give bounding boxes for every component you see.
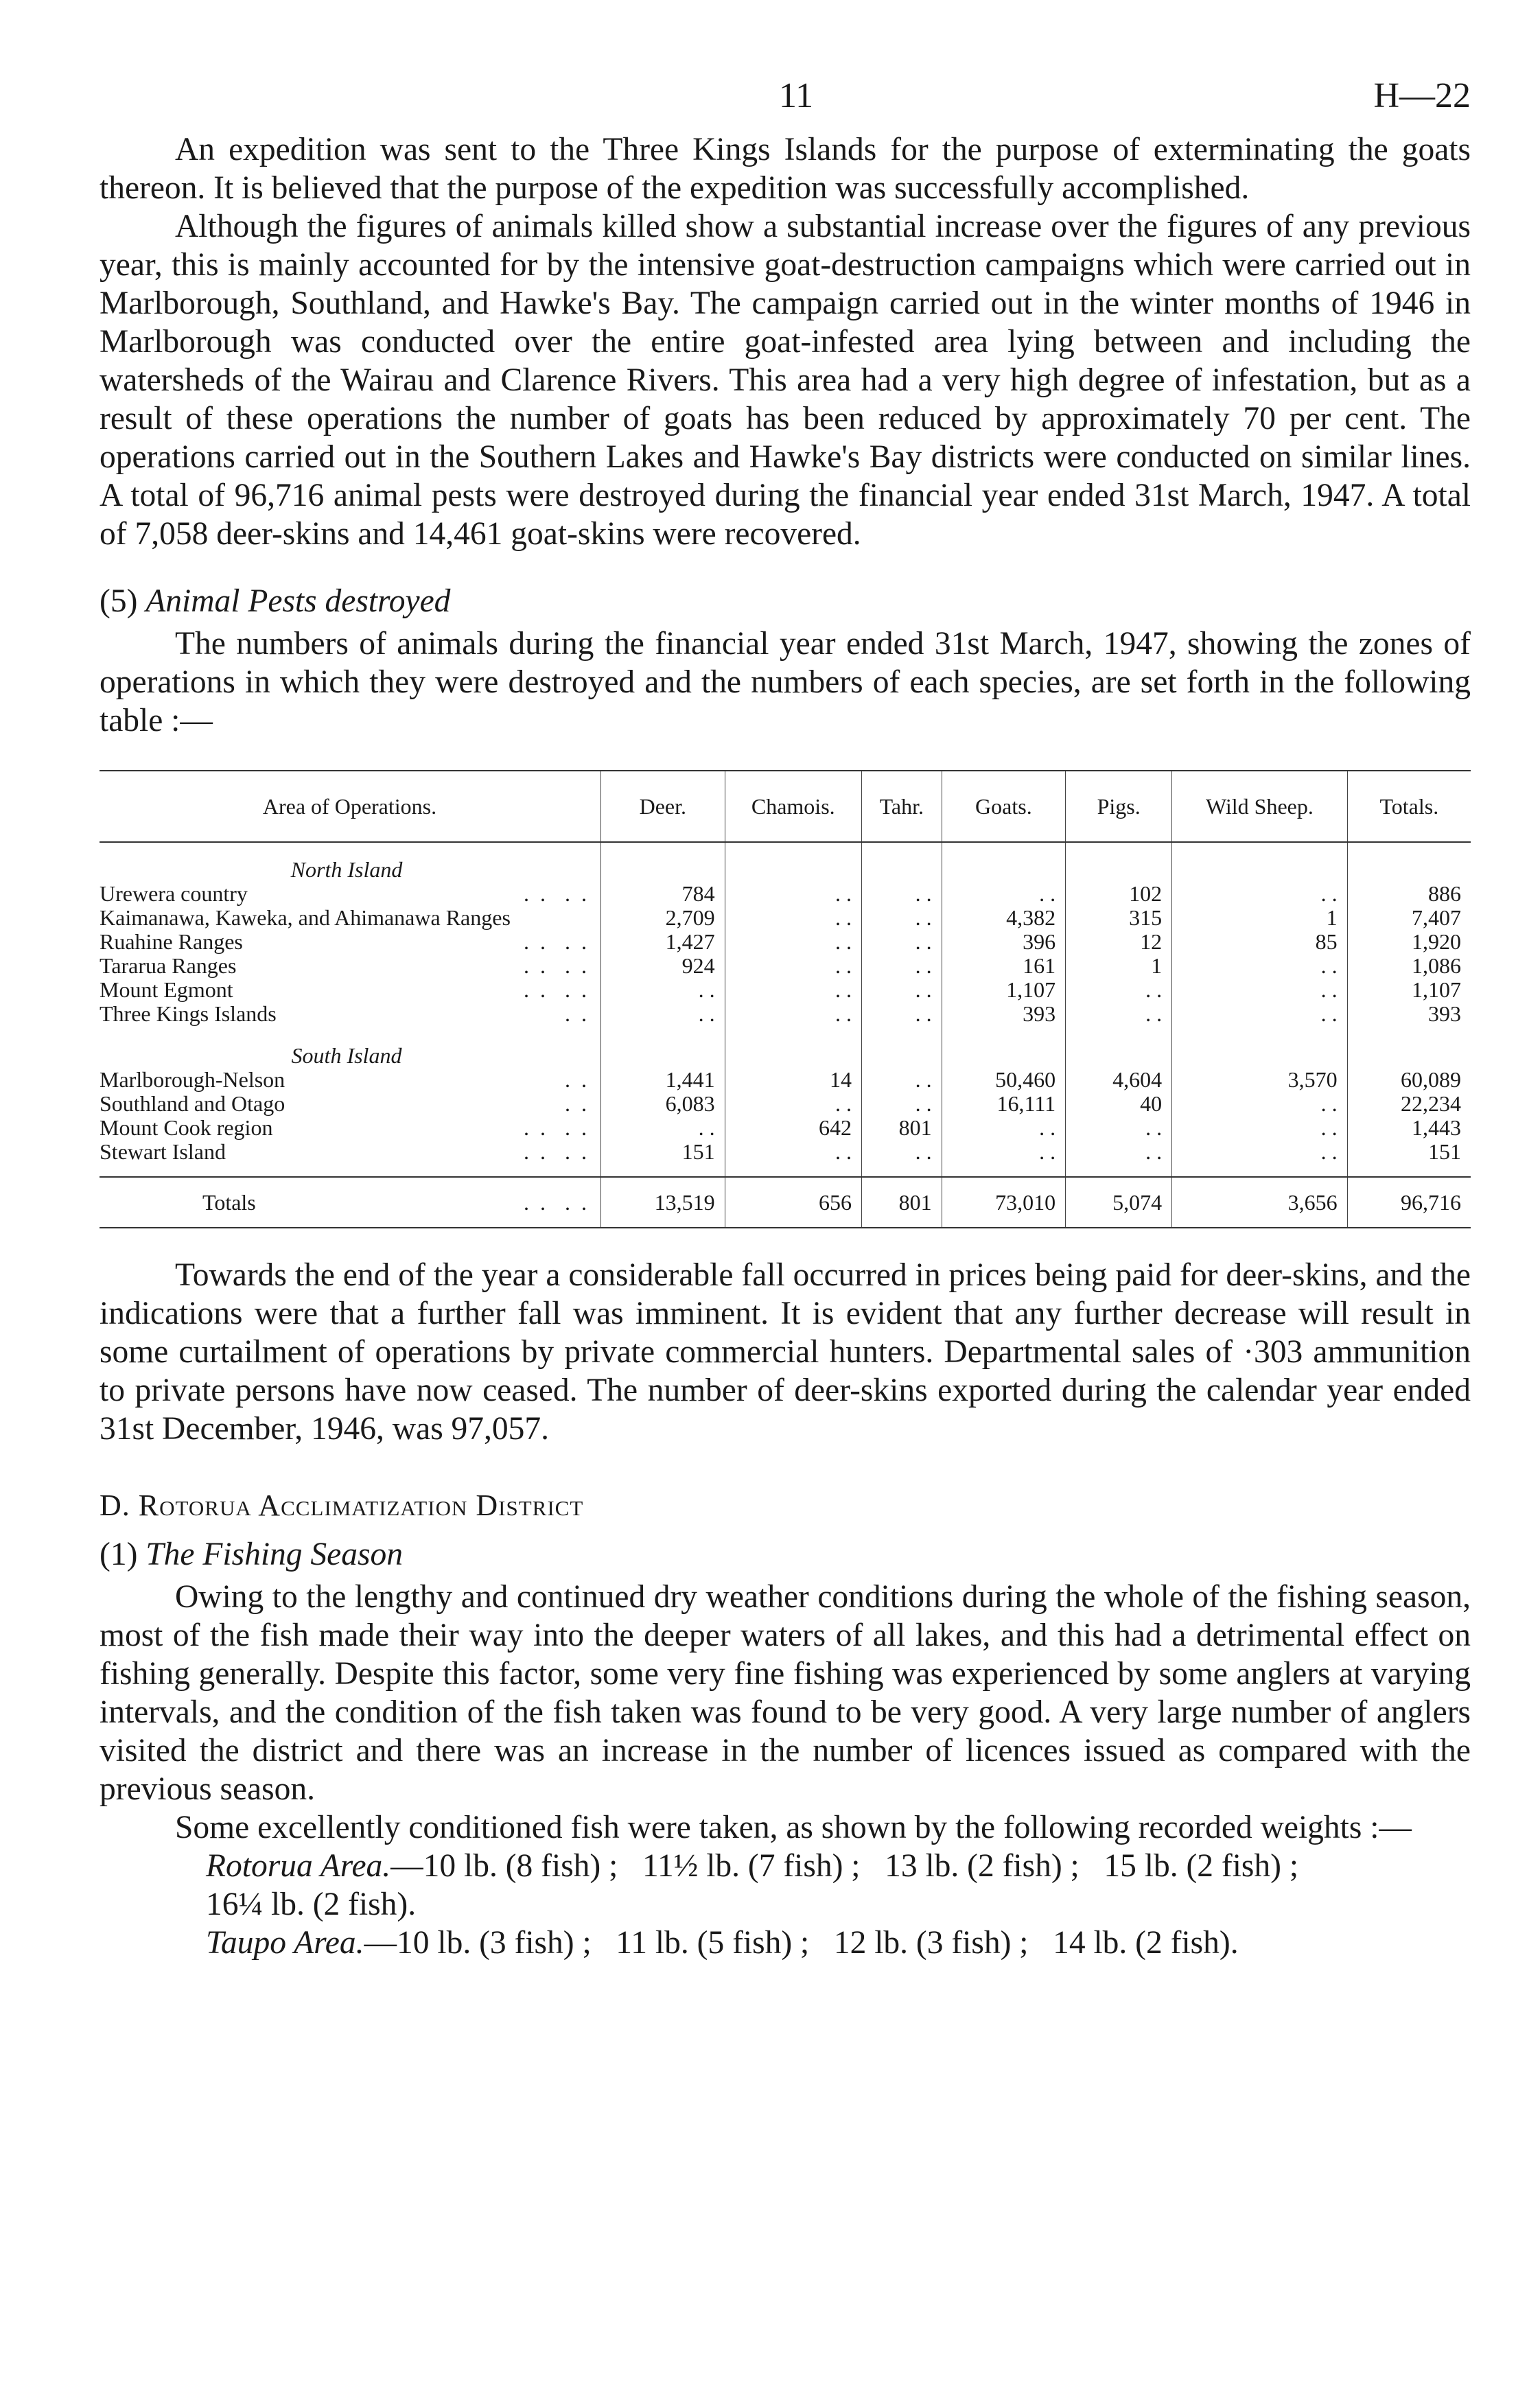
cell-tahr: . .: [861, 954, 942, 978]
header-wild-sheep: Wild Sheep.: [1172, 771, 1348, 842]
cell-tahr: . .: [861, 882, 942, 906]
taupo-weights-line: —10 lb. (3 fish) ; 11 lb. (5 fish) ; 12 lb. (3 fish) ; 14 lb. (2 fish).: [364, 1925, 1239, 1961]
cell-deer: . .: [601, 1116, 725, 1140]
table-row: [100, 906, 1471, 930]
section-heading-rotorua: [100, 1488, 1471, 1523]
cell-chamois: 14: [725, 1068, 861, 1092]
cell-chamois: . .: [725, 1140, 861, 1177]
cell-chamois: . .: [725, 1002, 861, 1026]
header-chamois: Chamois.: [725, 771, 861, 842]
totals-row: Totals . . . . 13,519 656 801 73,010 5,074 3,656 96,716: [100, 1177, 1471, 1228]
cell-tahr: . .: [861, 978, 942, 1002]
header-deer: Deer.: [601, 771, 725, 842]
cell-tahr: 801: [861, 1116, 942, 1140]
row-area: Totals: [202, 1189, 256, 1215]
cell-deer: 1,441: [601, 1068, 725, 1092]
cell-totals: 1,107: [1347, 978, 1471, 1002]
cell-deer: . .: [601, 978, 725, 1002]
cell-wild-sheep: 85: [1172, 930, 1348, 954]
cell-chamois: . .: [725, 882, 861, 906]
section-title: Rotorua Acclimatization District: [138, 1489, 584, 1522]
cell-deer: 151: [601, 1140, 725, 1177]
subsection-heading-fishing: [100, 1535, 1471, 1574]
cell-tahr: . .: [861, 930, 942, 954]
cell-totals: 1,920: [1347, 930, 1471, 954]
paragraph-deerskin-prices: Towards the end of the year a considerable fall occurred in prices being paid for deer-skins, and the indications were that a further fall was imminent. It is evident that any further decrease will result in some curtailment of operations by private commercial hunters. Departmental sales of ·303 ammunition to private persons have now ceased. The number of deer-skins exported during the calendar year ended 31st December, 1946, was 97,057.: [100, 1257, 1471, 1447]
cell-totals: 22,234: [1347, 1092, 1471, 1116]
cell-wild-sheep: . .: [1172, 1092, 1348, 1116]
cell-wild-sheep: 1: [1172, 906, 1348, 930]
cell-totals: 1,086: [1347, 954, 1471, 978]
cell-goats: 1,107: [942, 978, 1066, 1002]
cell-pigs: . .: [1066, 1140, 1172, 1177]
cell-tahr: . .: [861, 1002, 942, 1026]
cell-pigs: 1: [1066, 954, 1172, 978]
paragraph-goat-campaigns: Although the figures of animals killed show a substantial increase over the figures of any previous year, this is mainly accounted for by the intensive goat-destruction campaigns which were carried out in Marlborough, Southland, and Hawke's Bay. The campaign carried out in the winter months of 1946 in Marlborough was conducted over the entire goat-infested area lying between and including the watersheds of the Wairau and Clarence Rivers. This area had a very high degree of infestation, but as a result of these operations the number of goats has been reduced by approximately 70 per cent. The operations carried out in the Southern Lakes and Hawke's Bay districts were conducted on similar lines. A total of 96,716 animal pests were destroyed during the financial year ended 31st March, 1947. A total of 7,058 deer-skins and 14,461 goat-skins were recovered.: [100, 209, 1471, 552]
group-label-south: South Island: [291, 1043, 402, 1068]
cell-tahr: . .: [861, 1140, 942, 1177]
cell-goats: 50,460: [942, 1068, 1066, 1092]
subsection-title: The Fishing Season: [145, 1537, 403, 1572]
cell-chamois: . .: [725, 978, 861, 1002]
section-heading-animal-pests: [100, 582, 1471, 620]
cell-totals: 60,089: [1347, 1068, 1471, 1092]
table-row: Marlborough-Nelson . . 1,441 14 . . 50,460 4,604 3,570 60,089: [100, 1068, 1471, 1092]
row-area: Three Kings Islands: [100, 1001, 277, 1026]
row-area: Stewart Island: [100, 1139, 226, 1164]
row-area: Mount Cook region: [100, 1115, 273, 1140]
cell-chamois: . .: [725, 954, 861, 978]
page-header: [100, 75, 1471, 130]
cell-totals: 151: [1347, 1140, 1471, 1177]
rotorua-weights: [100, 1847, 1471, 1885]
cell-pigs: 315: [1066, 906, 1172, 930]
cell-goats: . .: [942, 882, 1066, 906]
cell-goats: 161: [942, 954, 1066, 978]
cell-pigs: 4,604: [1066, 1068, 1172, 1092]
cell-totals: 393: [1347, 1002, 1471, 1026]
header-pigs: Pigs.: [1066, 771, 1172, 842]
animal-pests-table: [100, 770, 1471, 1228]
cell-pigs: 102: [1066, 882, 1172, 906]
row-area: Urewera country: [100, 881, 248, 906]
cell-tahr: . .: [861, 906, 942, 930]
header-tahr: Tahr.: [861, 771, 942, 842]
rotorua-weights-line2: 16¼ lb. (2 fish).: [206, 1887, 417, 1922]
cell-totals: 886: [1347, 882, 1471, 906]
cell-deer: 924: [601, 954, 725, 978]
paragraph-fishing-season: Owing to the lengthy and continued dry weather conditions during the whole of the fishing season, most of the fish made their way into the deeper waters of all lakes, and this had a detrimental effect on fishing generally. Despite this factor, some very fine fishing was experienced by some anglers at varying intervals, and the condition of the fish taken was found to be very good. A very large number of anglers visited the district and there was an increase in the number of licences issued as compared with the previous season.: [100, 1579, 1471, 1807]
page-number: 11: [779, 76, 814, 115]
cell-deer: 1,427: [601, 930, 725, 954]
cell-pigs: 12: [1066, 930, 1172, 954]
cell-chamois: . .: [725, 1092, 861, 1116]
total-tahr: 801: [861, 1177, 942, 1228]
total-goats: 73,010: [942, 1177, 1066, 1228]
cell-deer: 6,083: [601, 1092, 725, 1116]
group-row-north: [100, 842, 1471, 882]
cell-deer: 2,709: [601, 906, 725, 930]
total-pigs: 5,074: [1066, 1177, 1172, 1228]
total-totals: 96,716: [1347, 1177, 1471, 1228]
fish-weights-list: [100, 1847, 1471, 1962]
rotorua-weights-line1: —10 lb. (8 fish) ; 11½ lb. (7 fish) ; 13 lb. (2 fish) ; 15 lb. (2 fish) ;: [390, 1848, 1299, 1884]
subsection-number: (1): [100, 1537, 138, 1572]
rotorua-weights-cont: [100, 1885, 1471, 1924]
row-area: Southland and Otago: [100, 1091, 285, 1116]
cell-pigs: . .: [1066, 1116, 1172, 1140]
table-row: Stewart Island . . . . 151 . . . . . . . . . . 151: [100, 1140, 1471, 1177]
section-number: (5): [100, 583, 138, 619]
table-row: Urewera country . . . . 784 . . . . . . 102 . . 886: [100, 882, 1471, 906]
cell-goats: . .: [942, 1140, 1066, 1177]
cell-chamois: . .: [725, 906, 861, 930]
table-row: Tararua Ranges . . . . 924 . . . . 161 1 . . 1,086: [100, 954, 1471, 978]
total-chamois: 656: [725, 1177, 861, 1228]
table-row: Mount Egmont . . . . . . . . . . 1,107 . . . . 1,107: [100, 978, 1471, 1002]
cell-goats: 4,382: [942, 906, 1066, 930]
cell-deer: 784: [601, 882, 725, 906]
cell-tahr: . .: [861, 1068, 942, 1092]
cell-chamois: 642: [725, 1116, 861, 1140]
cell-deer: . .: [601, 1002, 725, 1026]
rotorua-area-label: Rotorua Area.: [206, 1848, 391, 1884]
row-area: Mount Egmont: [100, 977, 233, 1002]
taupo-weights: [100, 1924, 1471, 1962]
paragraph-fish-weights-intro: Some excellently conditioned fish were taken, as shown by the following recorded weights :—: [175, 1810, 1412, 1845]
section-letter: D.: [100, 1489, 130, 1522]
cell-goats: 396: [942, 930, 1066, 954]
cell-goats: 16,111: [942, 1092, 1066, 1116]
table-row: Three Kings Islands . . . . . . . . 393 . . . . 393: [100, 1002, 1471, 1026]
cell-wild-sheep: . .: [1172, 882, 1348, 906]
header-totals: Totals.: [1347, 771, 1471, 842]
cell-wild-sheep: . .: [1172, 978, 1348, 1002]
cell-wild-sheep: . .: [1172, 1140, 1348, 1177]
header-area: Area of Operations.: [100, 771, 601, 842]
document-reference: H—22: [1373, 76, 1471, 115]
row-area: Tararua Ranges: [100, 953, 237, 978]
cell-totals: 7,407: [1347, 906, 1471, 930]
group-row-south: [100, 1026, 1471, 1068]
cell-chamois: . .: [725, 930, 861, 954]
row-area: Marlborough-Nelson: [100, 1067, 285, 1092]
cell-totals: 1,443: [1347, 1116, 1471, 1140]
cell-pigs: 40: [1066, 1092, 1172, 1116]
paragraph-three-kings: An expedition was sent to the Three Kings Islands for the purpose of exterminating the goats thereon. It is believed that the purpose of the expedition was successfully accomplished.: [100, 132, 1471, 206]
cell-wild-sheep: . .: [1172, 1002, 1348, 1026]
cell-wild-sheep: . .: [1172, 954, 1348, 978]
cell-wild-sheep: 3,570: [1172, 1068, 1348, 1092]
row-area: Ruahine Ranges: [100, 929, 243, 954]
cell-goats: . .: [942, 1116, 1066, 1140]
header-goats: Goats.: [942, 771, 1066, 842]
cell-pigs: . .: [1066, 978, 1172, 1002]
document-page: [100, 75, 1471, 1962]
total-wild-sheep: 3,656: [1172, 1177, 1348, 1228]
section-title: Animal Pests destroyed: [145, 583, 451, 619]
row-area: Kaimanawa, Kaweka, and Ahimanawa Ranges: [100, 905, 511, 930]
taupo-area-label: Taupo Area.: [206, 1925, 364, 1961]
group-label-north: North Island: [290, 857, 403, 882]
cell-pigs: . .: [1066, 1002, 1172, 1026]
cell-wild-sheep: . .: [1172, 1116, 1348, 1140]
table-row: Mount Cook region . . . . . . 642 801 . . . . . . 1,443: [100, 1116, 1471, 1140]
paragraph-table-intro: The numbers of animals during the financial year ended 31st March, 1947, showing the zones of operations in which they were destroyed and the numbers of each species, are set forth in the following table :—: [100, 626, 1471, 738]
total-deer: 13,519: [601, 1177, 725, 1228]
table-row: Southland and Otago . . 6,083 . . . . 16,111 40 . . 22,234: [100, 1092, 1471, 1116]
table-row: Ruahine Ranges . . . . 1,427 . . . . 396 12 85 1,920: [100, 930, 1471, 954]
table-header-row: [100, 771, 1471, 842]
cell-goats: 393: [942, 1002, 1066, 1026]
cell-tahr: . .: [861, 1092, 942, 1116]
